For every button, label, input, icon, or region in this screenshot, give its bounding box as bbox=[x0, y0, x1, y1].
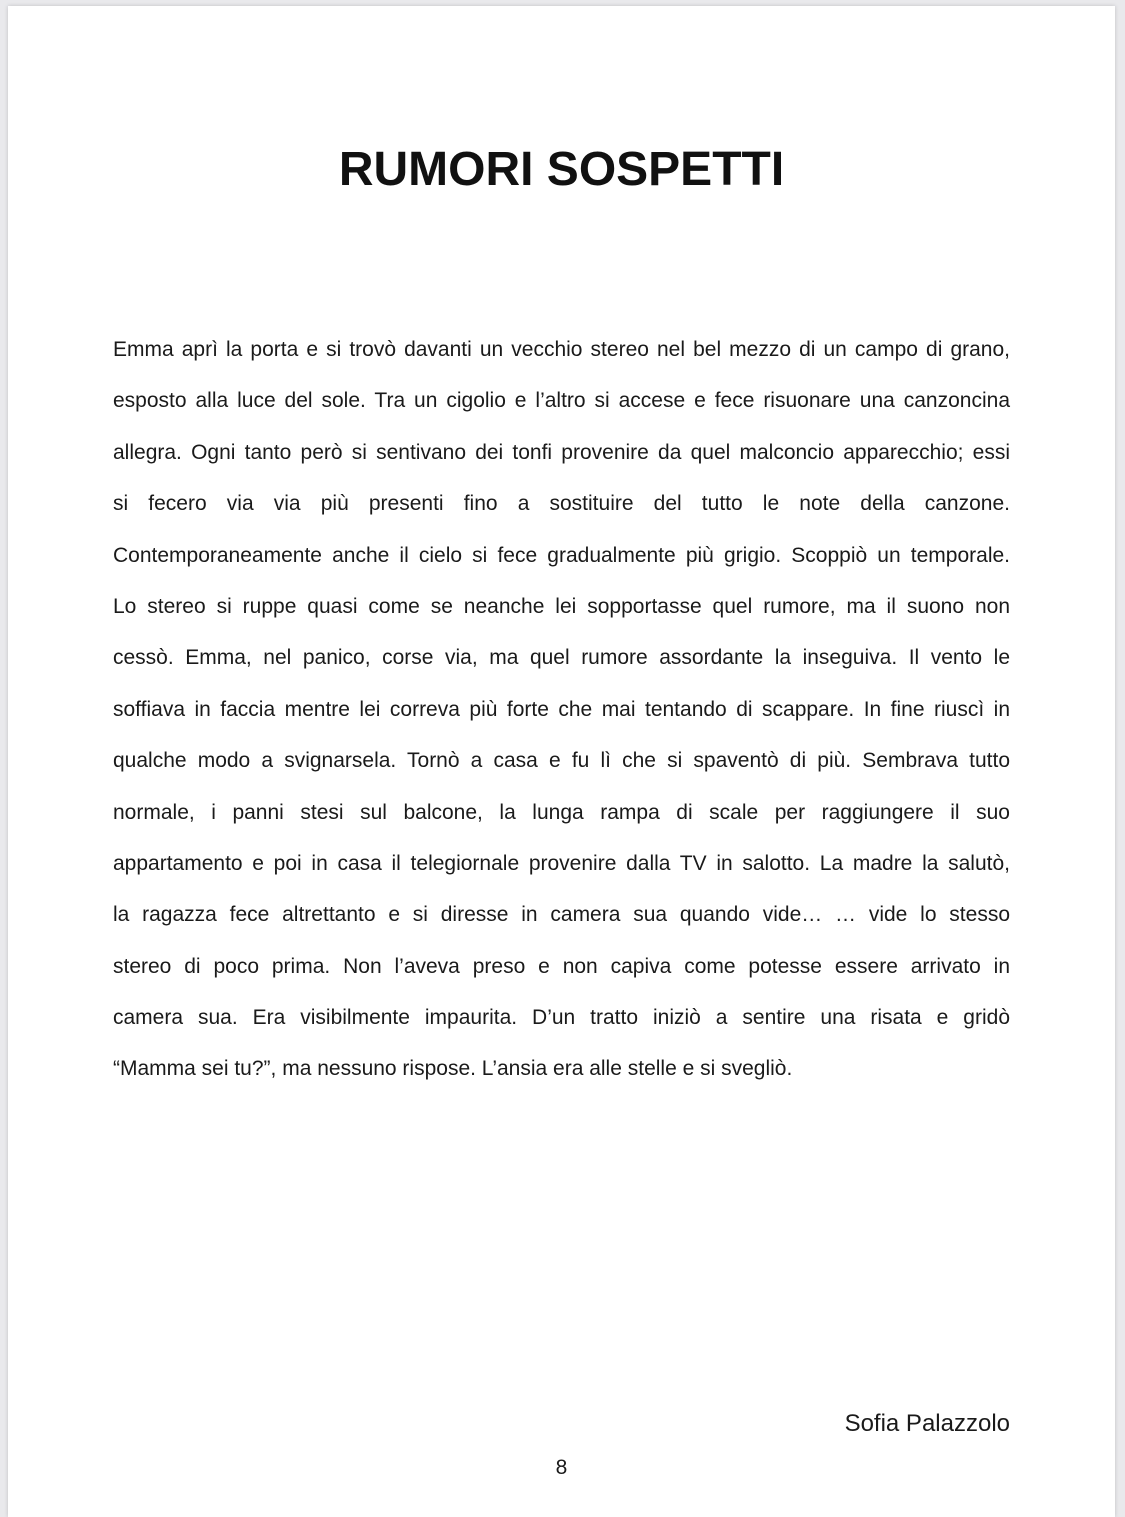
body-line: camera sua. Era visibilmente impaurita. D’un tratto iniziò a sentire una risata e gridò bbox=[113, 1006, 1010, 1030]
document-page bbox=[8, 6, 1115, 1517]
author-signature: Sofia Palazzolo bbox=[844, 1410, 1010, 1437]
body-line: “Mamma sei tu?”, ma nessuno rispose. L’ansia era alle stelle e si svegliò. bbox=[113, 1057, 793, 1081]
page-number: 8 bbox=[555, 1456, 568, 1479]
body-line: esposto alla luce del sole. Tra un cigolio e l’altro si accese e fece risuonare una canzoncina bbox=[113, 389, 1010, 413]
body-line: stereo di poco prima. Non l’aveva preso e non capiva come potesse essere arrivato in bbox=[113, 954, 1010, 978]
body-line: Emma aprì la porta e si trovò davanti un vecchio stereo nel bel mezzo di un campo di grano, bbox=[113, 338, 1010, 361]
body-line: qualche modo a svignarsela. Tornò a casa e fu lì che si spaventò di più. Sembrava tutto bbox=[113, 749, 1010, 773]
body-line: Lo stereo si ruppe quasi come se neanche lei sopportasse quel rumore, ma il suono non bbox=[113, 594, 1010, 618]
body-line: appartamento e poi in casa il telegiornale provenire dalla TV in salotto. La madre la salutò, bbox=[113, 851, 1010, 875]
body-line: si fecero via via più presenti fino a sostituire del tutto le note della canzone. bbox=[113, 492, 1010, 516]
body-line: allegra. Ogni tanto però si sentivano dei tonfi provenire da quel malconcio apparecchio; essi bbox=[113, 440, 1010, 464]
body-line: la ragazza fece altrettanto e si diresse in camera sua quando vide… … vide lo stesso bbox=[113, 903, 1010, 927]
story-body bbox=[113, 324, 1010, 1095]
body-line: cessò. Emma, nel panico, corse via, ma quel rumore assordante la inseguiva. Il vento le bbox=[113, 646, 1010, 670]
body-line: soffiava in faccia mentre lei correva più forte che mai tentando di scappare. In fine riuscì in bbox=[113, 697, 1010, 721]
body-line: normale, i panni stesi sul balcone, la lunga rampa di scale per raggiungere il suo bbox=[113, 800, 1010, 824]
body-line: Contemporaneamente anche il cielo si fece gradualmente più grigio. Scoppiò un temporale. bbox=[113, 543, 1010, 567]
page-title: RUMORI SOSPETTI bbox=[338, 143, 785, 196]
